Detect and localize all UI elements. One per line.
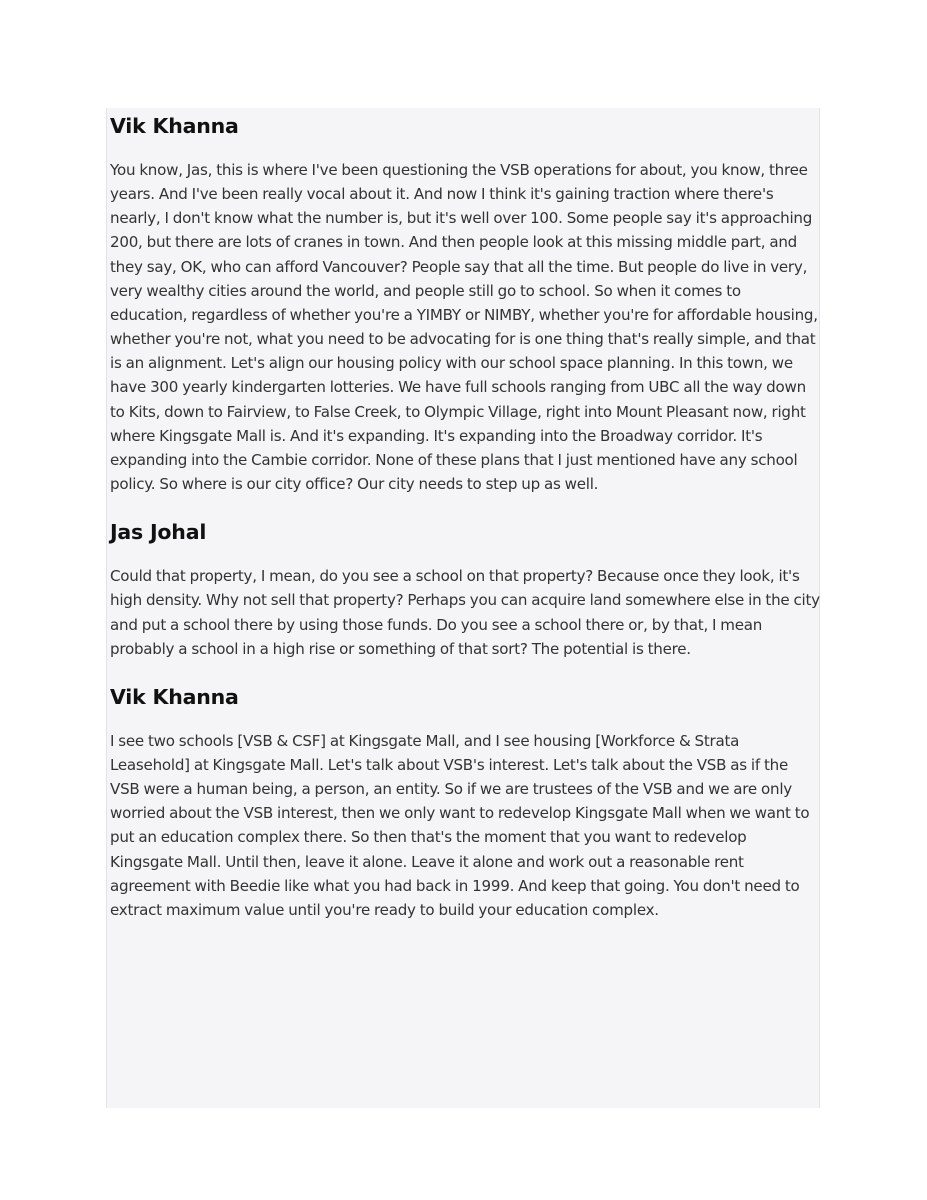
transcript-block-3 [110,683,820,922]
transcript-block-1 [110,112,820,496]
transcript-block-2 [110,518,820,661]
speaker-name: Vik Khanna [110,114,239,138]
speaker-name: Jas Johal [110,520,207,545]
speaker-text: Could that property, I mean, do you see a school on that property? Because once they look, it's high density. Why not sell that property? Perhaps you can acquire land somewhere else in the city and put a school there by using those funds. Do you see a school there or, by that, I mean probably a school in a high rise or something of that sort? The potential is there. [110,567,820,658]
speaker-text: You know, Jas, this is where I've been questioning the VSB operations for about, you know, three years. And I've been really vocal about it. And now I think it's gaining traction where there's nearly, I don't know what the number is, but it's well over 100. Some people say it's approaching 200, but there are lots of cranes in town. And then people look at this missing middle part, and they say, OK, who can afford Vancouver? People say that all the time. But people do live in very, very wealthy cities around the world, and people still go to school. So when it comes to education, regardless of whether you're a YIMBY or NIMBY, whether you're for affordable housing, whether you're not, what you need to be advocating for is one thing that's really simple, and that is an alignment. Let's align our housing policy with our school space planning. In this town, we have 300 yearly kindergarten lotteries. We have full schools ranging from UBC all the way down to Kits, down to Fairview, to False Creek, to Olympic Village, right into Mount Pleasant now, right where Kingsgate Mall is. And it's expanding. It's expanding into the Broadway corridor. It's expanding into the Cambie corridor. None of these plans that I just mentioned have any school policy. So where is our city office? Our city needs to step up as well. [110,161,818,494]
speaker-name: Vik Khanna [110,684,239,709]
transcript-content [110,112,820,944]
speaker-text: I see two schools [VSB & CSF] at Kingsgate Mall, and I see housing [Workforce & Strata Leasehold] at Kingsgate Mall. Let's talk about VSB's interest. Let's talk about the VSB as if the VSB were a human being, a person, an entity. So if we are trustees of the VSB and we are only worried about the VSB interest, then we only want to redevelop Kingsgate Mall when we want to put an education complex there. So then that's the moment that you want to redevelop Kingsgate Mall. Until then, leave it alone. Leave it alone and work out a reasonable rent agreement with Beedie like what you had back in 1999. And keep that going. You don't need to extract maximum value until you're ready to build your education complex. [110,731,810,919]
